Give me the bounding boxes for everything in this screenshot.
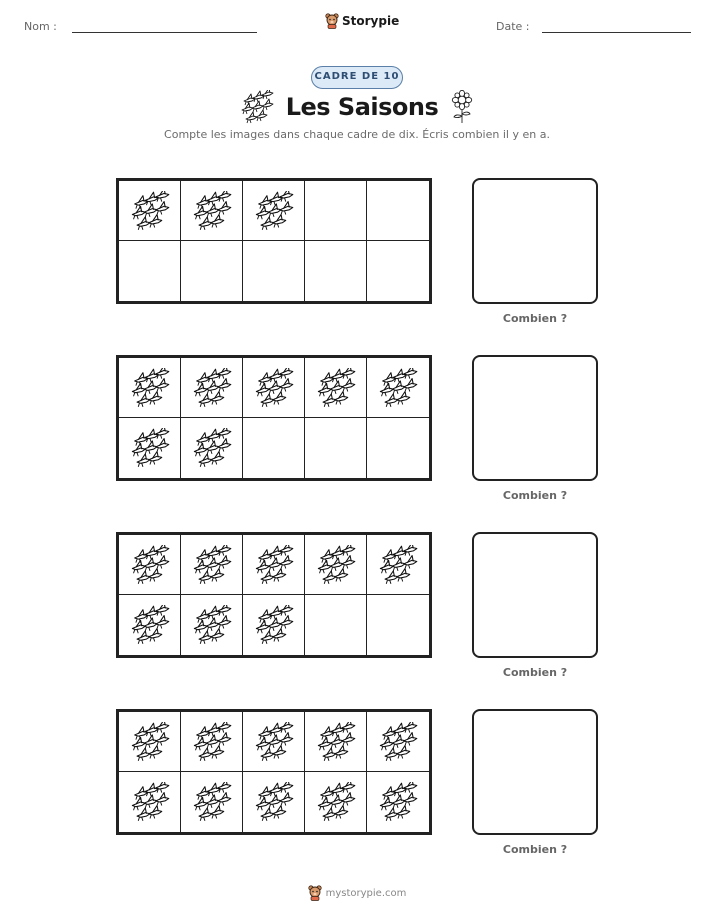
bear-mascot-icon — [308, 885, 322, 901]
ten-frame-cell — [367, 772, 429, 832]
ten-frame-cell — [367, 241, 429, 301]
ten-frame-cell — [181, 241, 243, 301]
ten-frame-cell — [119, 181, 181, 241]
sunflower-icon — [450, 90, 474, 124]
ten-frame-cell — [367, 595, 429, 655]
geese-flock-icon — [130, 368, 170, 408]
geese-flock-icon — [192, 368, 232, 408]
answer-box[interactable] — [472, 355, 598, 481]
worksheet-type-badge: CADRE DE 10 — [311, 66, 403, 89]
ten-frame-cell — [243, 358, 305, 418]
answer-label: Combien ? — [502, 666, 568, 679]
geese-flock-icon — [316, 782, 356, 822]
ten-frame-cell — [243, 241, 305, 301]
answer-box[interactable] — [472, 178, 598, 304]
footer — [0, 885, 714, 901]
instructions: Compte les images dans chaque cadre de dix. Écris combien il y en a. — [164, 128, 550, 141]
date-line[interactable] — [542, 32, 691, 33]
ten-frame-cell — [243, 772, 305, 832]
geese-flock-icon — [378, 368, 418, 408]
geese-flock-icon — [254, 605, 294, 645]
geese-flock-icon — [254, 545, 294, 585]
ten-frame-cell — [119, 535, 181, 595]
geese-flock-icon — [192, 782, 232, 822]
geese-flock-icon — [254, 368, 294, 408]
geese-flock-icon — [240, 90, 274, 124]
geese-flock-icon — [192, 605, 232, 645]
geese-flock-icon — [378, 545, 418, 585]
ten-frame-cell — [305, 712, 367, 772]
ten-frame-cell — [367, 181, 429, 241]
ten-frame-cell — [181, 772, 243, 832]
ten-frame — [116, 355, 432, 481]
footer-url: mystorypie.com — [325, 887, 407, 899]
ten-frame-cell — [305, 772, 367, 832]
ten-frame-cell — [305, 535, 367, 595]
ten-frame-cell — [243, 595, 305, 655]
ten-frame-cell — [305, 418, 367, 478]
ten-frame-cell — [243, 181, 305, 241]
ten-frame-cell — [243, 418, 305, 478]
answer-label: Combien ? — [502, 843, 568, 856]
ten-frame-cell — [305, 241, 367, 301]
name-line[interactable] — [72, 32, 257, 33]
geese-flock-icon — [254, 782, 294, 822]
ten-frame-cell — [243, 712, 305, 772]
ten-frame-cell — [181, 535, 243, 595]
ten-frame-cell — [181, 181, 243, 241]
geese-flock-icon — [316, 722, 356, 762]
geese-flock-icon — [192, 428, 232, 468]
geese-flock-icon — [316, 368, 356, 408]
geese-flock-icon — [254, 722, 294, 762]
geese-flock-icon — [130, 605, 170, 645]
geese-flock-icon — [130, 782, 170, 822]
geese-flock-icon — [130, 722, 170, 762]
title-row — [0, 90, 714, 124]
answer-box[interactable] — [472, 709, 598, 835]
ten-frame-cell — [305, 358, 367, 418]
answer-label: Combien ? — [502, 312, 568, 325]
ten-frame-cell — [181, 595, 243, 655]
ten-frame-cell — [119, 595, 181, 655]
ten-frame-cell — [119, 358, 181, 418]
geese-flock-icon — [130, 191, 170, 231]
answer-box[interactable] — [472, 532, 598, 658]
ten-frame-cell — [181, 418, 243, 478]
geese-flock-icon — [192, 545, 232, 585]
ten-frame-cell — [243, 535, 305, 595]
ten-frame-cell — [119, 418, 181, 478]
geese-flock-icon — [378, 722, 418, 762]
geese-flock-icon — [254, 191, 294, 231]
date-label: Date : — [496, 20, 530, 33]
ten-frame-cell — [119, 712, 181, 772]
ten-frame — [116, 178, 432, 304]
ten-frame-cell — [367, 712, 429, 772]
geese-flock-icon — [378, 782, 418, 822]
ten-frame — [116, 532, 432, 658]
geese-flock-icon — [130, 545, 170, 585]
answer-label: Combien ? — [502, 489, 568, 502]
ten-frame-cell — [367, 535, 429, 595]
geese-flock-icon — [192, 191, 232, 231]
ten-frame-cell — [181, 712, 243, 772]
ten-frame-cell — [367, 358, 429, 418]
ten-frame-cell — [119, 241, 181, 301]
storypie-logo — [325, 13, 399, 29]
name-label: Nom : — [24, 20, 57, 33]
ten-frame-cell — [367, 418, 429, 478]
ten-frame — [116, 709, 432, 835]
bear-mascot-icon — [325, 13, 339, 29]
page-title: Les Saisons — [285, 93, 439, 121]
ten-frame-cell — [305, 595, 367, 655]
ten-frame-cell — [305, 181, 367, 241]
geese-flock-icon — [192, 722, 232, 762]
geese-flock-icon — [130, 428, 170, 468]
brand-name: Storypie — [342, 14, 400, 28]
geese-flock-icon — [316, 545, 356, 585]
ten-frame-cell — [119, 772, 181, 832]
ten-frame-cell — [181, 358, 243, 418]
